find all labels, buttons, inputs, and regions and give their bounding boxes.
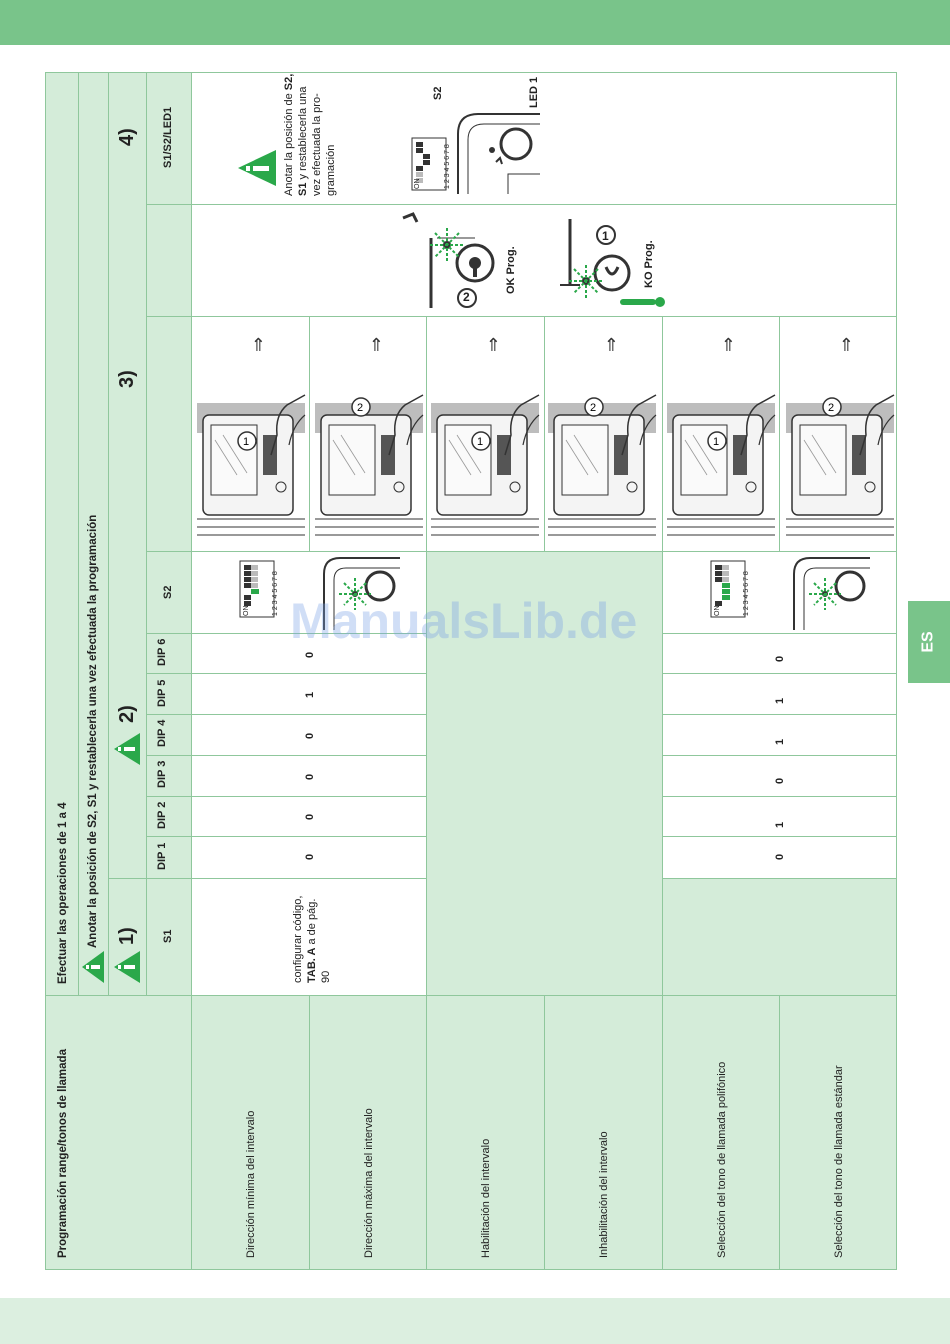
dip-on-label: ON: [414, 178, 421, 189]
s4-note-line1: [283, 74, 295, 196]
grid-line: [146, 836, 426, 837]
s4-note-line4: gramación: [325, 144, 337, 196]
dip-value: 1: [774, 821, 786, 828]
grid-line: [146, 755, 426, 756]
s1-note-bold: TAB. A: [306, 947, 318, 983]
arrow-icon: ⇒: [366, 336, 386, 352]
dip-value: 1: [304, 691, 316, 698]
step-all-text: Efectuar las operaciones de 1 a 4: [57, 802, 69, 984]
callout-number: 2: [590, 402, 597, 414]
callout-number: 2: [357, 402, 364, 414]
s4-note-text: Anotar la posición de: [283, 90, 295, 196]
s1-note-line3: 90: [320, 970, 332, 983]
panel-illustration: [548, 395, 656, 545]
dip-value: 0: [774, 853, 786, 860]
col-dip1: DIP 1: [156, 842, 168, 870]
panel-illustration: [667, 395, 775, 545]
grid-line: [309, 316, 310, 551]
arrow-icon: ⇒: [483, 336, 503, 352]
led-corner-icon: [456, 110, 540, 196]
panel-illustration: [786, 395, 894, 545]
arrow-icon: ⇒: [718, 336, 738, 352]
grid-line: [662, 755, 897, 756]
callout-number: 2: [463, 290, 470, 304]
grid-line: [662, 878, 897, 879]
dip-value: 0: [304, 732, 316, 739]
step-1-number: 1): [116, 927, 138, 945]
ok-prog-graphic: [395, 208, 515, 313]
grid-line: [779, 316, 780, 551]
grid-line: [108, 72, 109, 995]
s1-note-line2: [306, 899, 318, 983]
dip-value: 0: [304, 651, 316, 658]
dip-value: 1: [774, 738, 786, 745]
s1-note-rest: a de pág.: [306, 898, 318, 948]
row-label: Inhabilitación del intervalo: [598, 1131, 610, 1258]
callout-number: 1: [602, 229, 609, 243]
step-2-number: 2): [116, 705, 138, 723]
row-label: Selección del tono de llamada polifónico: [716, 1061, 728, 1258]
row-label: Habilitación del intervalo: [480, 1138, 492, 1258]
s2-label: S2: [432, 86, 444, 100]
led-corner-icon: [792, 556, 872, 632]
dip-value: 0: [304, 853, 316, 860]
led1-label: LED 1: [528, 76, 540, 108]
warning-icon: [236, 148, 278, 188]
col-s2: S2: [162, 585, 174, 599]
warning-icon: [112, 732, 142, 766]
row-label: Selección del tono de llamada estándar: [833, 1065, 845, 1258]
s4-note-line2: [297, 87, 309, 196]
step-3-number: 3): [116, 370, 138, 388]
row-label: Dirección mínima del intervalo: [245, 1110, 257, 1258]
grid-line: [662, 836, 897, 837]
grid-line: [108, 878, 426, 879]
callout-number: 1: [477, 436, 484, 448]
grid-line: [662, 796, 897, 797]
grid-line: [146, 796, 426, 797]
grid-line: [309, 995, 310, 1270]
col-s1s2led1: S1/S2/LED1: [162, 106, 174, 168]
grid-line: [662, 714, 897, 715]
ok-prog-label: OK Prog.: [505, 246, 517, 294]
s4-note-bold: S2,: [283, 73, 295, 91]
arrow-icon: ⇒: [248, 336, 268, 352]
s1-note-line1: configurar código,: [292, 895, 304, 983]
grid-line: [146, 714, 426, 715]
grid-line: [146, 204, 897, 205]
col-dip2: DIP 2: [156, 801, 168, 829]
s4-note-text: y restablecerla una: [297, 86, 309, 183]
dip-value: 0: [304, 773, 316, 780]
grid-line: [146, 673, 426, 674]
grid-line: [544, 316, 545, 551]
bottom-bar: [0, 1298, 950, 1344]
language-tab-label: ES: [920, 631, 937, 653]
dip-numbers: 1 2 3 4 5 6 7 8: [743, 571, 750, 616]
dip-value: 0: [774, 777, 786, 784]
grid-line: [146, 551, 897, 552]
grid-line: [426, 316, 427, 1270]
grid-line: [146, 72, 147, 995]
panel-illustration: [315, 395, 423, 545]
dip-on-label: ON: [714, 605, 721, 616]
dip-on-label: ON: [243, 605, 250, 616]
warning-icon: [112, 950, 142, 984]
dip-numbers: 1 2 3 4 5 6 7 8: [444, 144, 451, 189]
grid-line: [662, 673, 897, 674]
panel-illustration: [431, 395, 539, 545]
col-s1: S1: [162, 929, 174, 943]
grid-line: [191, 72, 192, 1270]
ko-prog-label: KO Prog.: [643, 240, 655, 288]
callout-number: 2: [828, 402, 835, 414]
arrow-icon: ⇒: [836, 336, 856, 352]
grid-line: [779, 995, 780, 1270]
col-dip3: DIP 3: [156, 760, 168, 788]
grid-line: [78, 72, 79, 995]
panel-illustration: [197, 395, 305, 545]
col-dip4: DIP 4: [156, 719, 168, 747]
grid-line: [544, 995, 545, 1270]
grid-line: [45, 995, 897, 996]
dip-value: 1: [774, 697, 786, 704]
row-label: Dirección máxima del intervalo: [363, 1108, 375, 1258]
callout-number: 1: [713, 436, 720, 448]
grid-line: [146, 316, 897, 317]
note-all-text: Anotar la posición de S2, S1 y restablecerla una vez efectuada la programación: [87, 514, 99, 948]
grid-line: [662, 316, 663, 1270]
arrow-icon: ⇒: [601, 336, 621, 352]
watermark: ManualsLib.de: [290, 593, 638, 649]
top-bar: [0, 0, 950, 45]
dip-value: 0: [774, 655, 786, 662]
language-tab[interactable]: [908, 601, 950, 683]
dip-value: 0: [304, 813, 316, 820]
s4-note-bold: S1: [297, 182, 309, 196]
grid-line: [662, 633, 897, 634]
dip-numbers: 1 2 3 4 5 6 7 8: [272, 571, 279, 616]
table-title: Programación range/tonos de llamada: [57, 1049, 69, 1258]
callout-number: 1: [243, 436, 250, 448]
col-dip5: DIP 5: [156, 679, 168, 707]
col-dip6: DIP 6: [156, 638, 168, 666]
s4-note-line3: vez efectuada la pro-: [311, 93, 323, 196]
warning-icon: [80, 950, 106, 984]
step-4-number: 4): [116, 128, 138, 146]
